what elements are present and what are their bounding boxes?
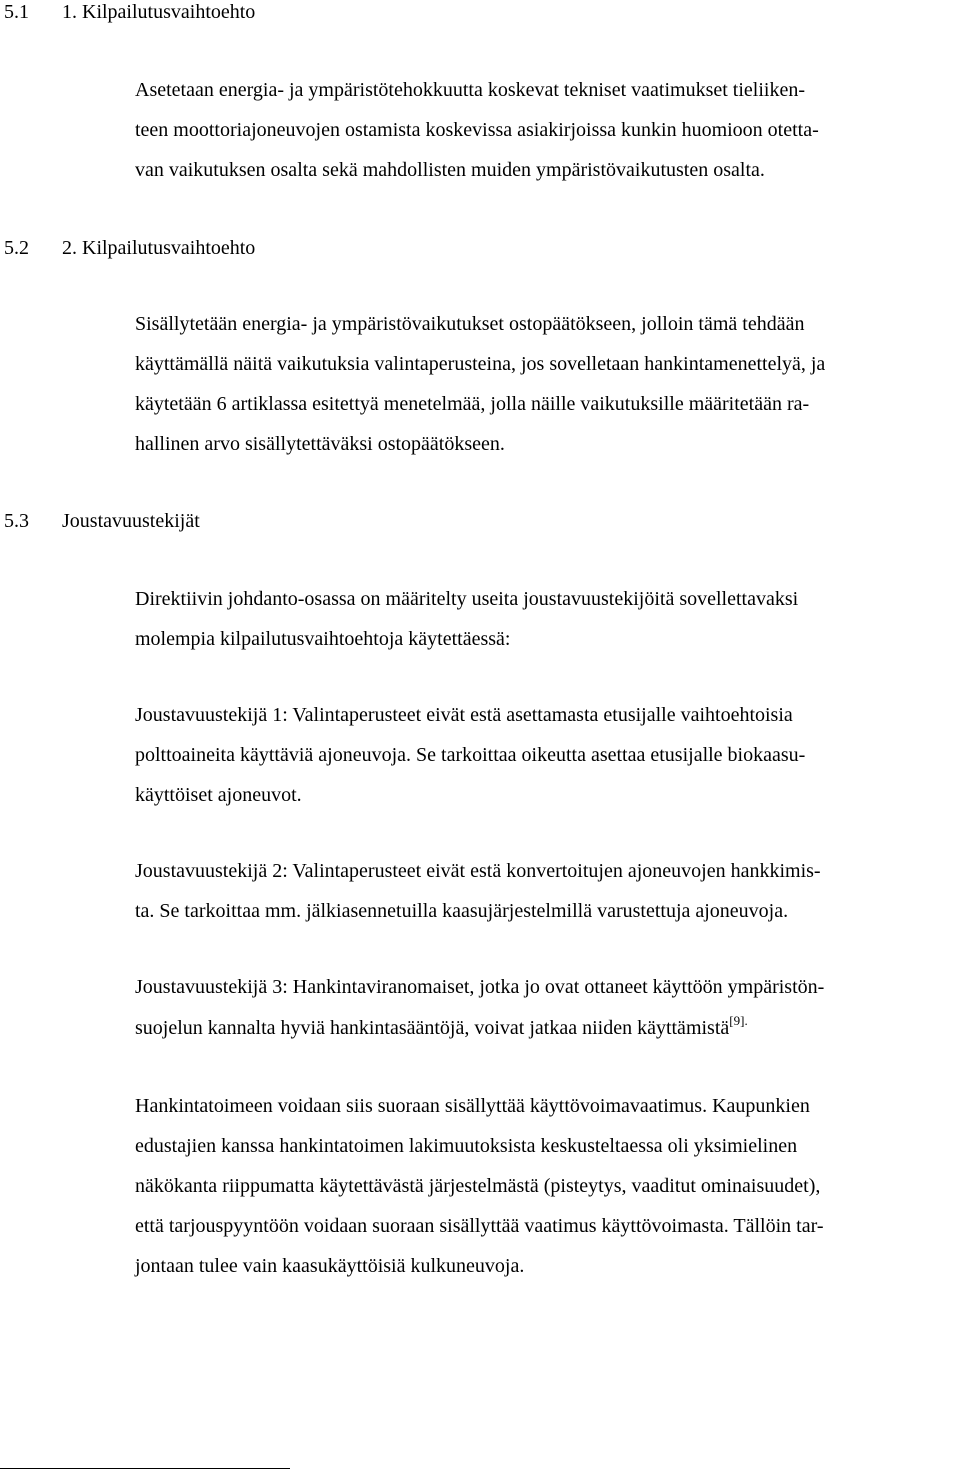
- text-line: käytetään 6 artiklassa esitettyä menetelmää, jolla näille vaikutuksille määritetään ra-: [135, 393, 810, 415]
- citation-reference: [9].: [729, 1013, 748, 1028]
- text-line: jontaan tulee vain kaasukäyttöisiä kulkuneuvoja.: [135, 1255, 525, 1277]
- text-line: hallinen arvo sisällytettäväksi ostopäätökseen.: [135, 433, 505, 455]
- text-line: Joustavuustekijä 1: Valintaperusteet eivät estä asettamasta etusijalle vaihtoehtoisia: [135, 704, 793, 726]
- text-line: molempia kilpailutusvaihtoehtoja käytettäessä:: [135, 628, 511, 650]
- text-line: van vaikutuksen osalta sekä mahdollisten muiden ympäristövaikutusten osalta.: [135, 159, 765, 181]
- text-line-content: suojelun kannalta hyviä hankintasääntöjä, voivat jatkaa niiden käyttämistä: [135, 1017, 730, 1039]
- text-line: Joustavuustekijä 2: Valintaperusteet eivät estä konvertoitujen ajoneuvojen hankkimis-: [135, 860, 821, 882]
- section-title: Joustavuustekijät: [62, 510, 200, 532]
- text-line: Hankintatoimeen voidaan siis suoraan sisällyttää käyttövoimavaatimus. Kaupunkien: [135, 1095, 810, 1117]
- text-line: ta. Se tarkoittaa mm. jälkiasennetuilla kaasujärjestelmillä varustettuja ajoneuvoja.: [135, 900, 789, 922]
- text-line: [135, 1013, 748, 1040]
- section-number: 5.1: [4, 1, 29, 23]
- section-title: 2. Kilpailutusvaihtoehto: [62, 237, 256, 259]
- text-line: polttoaineita käyttäviä ajoneuvoja. Se tarkoittaa oikeutta asettaa etusijalle biokaasu-: [135, 744, 806, 766]
- text-line: käyttämällä näitä vaikutuksia valintaperusteina, jos sovelletaan hankintamenettelyä, ja: [135, 353, 826, 375]
- section-title: 1. Kilpailutusvaihtoehto: [62, 1, 256, 23]
- text-line: Asetetaan energia- ja ympäristötehokkuutta koskevat tekniset vaatimukset tieliiken-: [135, 79, 805, 101]
- footnote-separator: [0, 1468, 290, 1469]
- text-line: edustajien kanssa hankintatoimen lakimuutoksista keskusteltaessa oli yksimielinen: [135, 1135, 798, 1157]
- text-line: käyttöiset ajoneuvot.: [135, 784, 302, 806]
- section-heading-5-2: [4, 236, 255, 260]
- section-number: 5.3: [4, 510, 29, 532]
- text-line: teen moottoriajoneuvojen ostamista koskevissa asiakirjoissa kunkin huomioon otetta-: [135, 119, 819, 141]
- section-heading-5-3: [4, 509, 200, 533]
- text-line: Joustavuustekijä 3: Hankintaviranomaiset, jotka jo ovat ottaneet käyttöön ympäristön-: [135, 976, 825, 998]
- section-number: 5.2: [4, 237, 29, 259]
- text-line: näkökanta riippumatta käytettävästä järjestelmästä (pisteytys, vaaditut ominaisuudet),: [135, 1175, 821, 1197]
- section-heading-5-1: [4, 0, 255, 24]
- text-line: Sisällytetään energia- ja ympäristövaikutukset ostopäätökseen, jolloin tämä tehdään: [135, 313, 805, 335]
- text-line: että tarjouspyyntöön voidaan suoraan sisällyttää vaatimus käyttövoimasta. Tällöin tar-: [135, 1215, 824, 1237]
- text-line: Direktiivin johdanto-osassa on määritelty useita joustavuustekijöitä sovellettavaksi: [135, 588, 799, 610]
